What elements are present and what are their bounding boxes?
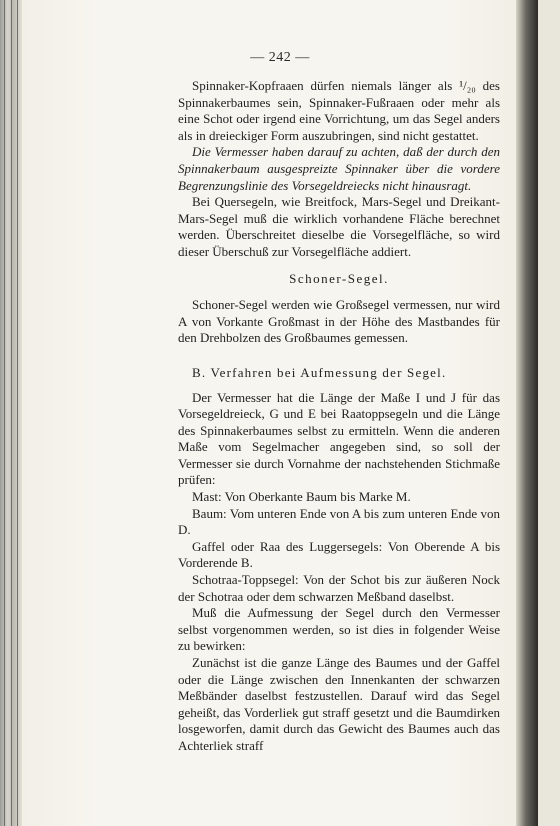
binding-line [17,0,18,826]
paragraph-quersegel: Bei Quersegeln, wie Breitfock, Mars-Segel und Dreikant-Mars-Segel muß die wirklich vorhandene Fläche berechnet werden. Überschreitet dieselbe die Vorsegelfläche, so wird dieser Überschuß zur Vorsegelfläche addiert. [178,194,500,259]
page-text [178,78,500,755]
section-heading-schoner: Schoner-Segel. [289,270,389,286]
paragraph-schoner: Schoner-Segel werden wie Großsegel vermessen, nur wird A von Vorkante Großmast in der Höhe des Mastbandes für den Drehbolzen des Großbaumes gemessen. [178,297,500,346]
paragraph-gaffel: Gaffel oder Raa des Luggersegels: Von Oberende A bis Vorderende B. [178,538,500,571]
paragraph-zunaechst: Zunächst ist die ganze Länge des Baumes und der Gaffel oder die Länge zwischen den Innenkanten der schwarzen Meßbänder daselbst festzustellen. Darauf wird das Segel geheißt, das Vorderliek gut straff gesetzt und die Baumdirken losgeworfen, damit durch das Gewicht des Baumes auch das Achterliek straff [178,655,500,753]
binding-line [4,0,5,826]
paragraph-spinnaker: Spinnaker-Kopfraaen dürfen niemals länger als ¹/₂₀ des Spinnakerbaumes sein, Spinnaker-Fußraaen oder mehr als eine Schot oder irgend eine Vorrichtung, um das Segel anders als in dreieckiger Form auszubringen, sind nicht gestattet. [178,78,500,143]
paragraph-masse: Der Vermesser hat die Länge der Maße I und J für das Vorsegeldreieck, G und E bei Raatoppsegeln und die Länge des Spinnakerbaumes selbst zu ermitteln. Wenn die anderen Maße vom Segelmacher angegeben sind, so soll der Vermesser sie durch Vornahme der nachstehenden Stichmaße prüfen: [178,389,500,488]
section-heading-verfahren: B. Verfahren bei Aufmessung der Segel. [192,364,447,380]
paragraph-vermesser-note: Die Vermesser haben darauf zu achten, daß der durch den Spinnakerbaum ausgespreizte Spinnaker über die vordere Begrenzungslinie des Vorsegeldreiecks nicht hinausragt. [178,144,500,193]
binding-line [11,0,12,826]
paragraph-mast: Mast: Von Oberkante Baum bis Marke M. [192,489,411,505]
page-edge-shadow [516,0,538,826]
paragraph-aufmessung: Muß die Aufmessung der Segel durch den Vermesser selbst vorgenommen werden, so ist dies in folgender Weise zu bewirken: [178,605,500,654]
paragraph-baum: Baum: Vom unteren Ende von A bis zum unteren Ende von D. [178,505,500,538]
paragraph-schotraa: Schotraa-Toppsegel: Von der Schot bis zur äußeren Nock der Schotraa oder dem schwarzen Meßband daselbst. [178,572,500,604]
page-number: — 242 — [250,50,310,65]
